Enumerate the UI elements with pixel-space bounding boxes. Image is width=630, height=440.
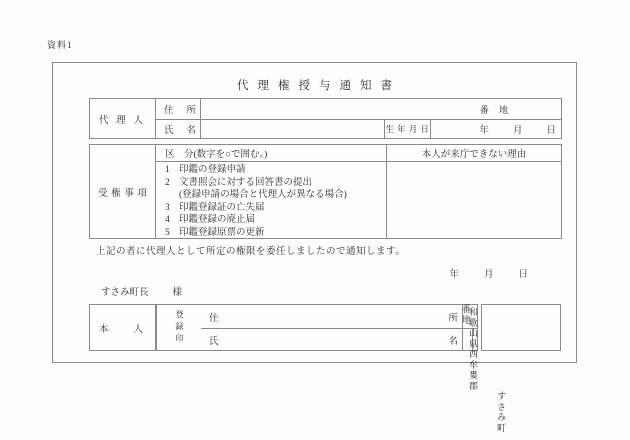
authority-item: [165, 177, 386, 190]
authority-item-text: 印鑑登録原票の更新: [179, 227, 265, 238]
principal-row-header-label: 本人: [99, 324, 143, 335]
agent-row-header-label: 代理人: [99, 115, 143, 126]
authority-item-number: 4: [165, 215, 170, 225]
authority-item-text: 文書照会に対する回答書の提出: [179, 177, 313, 188]
principal-address-line1: 和歌山県西牟婁郡: [469, 307, 479, 391]
principal-address-label: 住所: [209, 313, 458, 324]
agent-birthdate-label: 生 年 月 日: [385, 124, 430, 134]
agent-lot-number-label: 番 地: [479, 104, 512, 115]
registration-seal-label: 登録印: [175, 309, 184, 346]
notification-date-line: [449, 266, 528, 280]
agent-name-row: [201, 120, 561, 138]
authority-category-header: 区 分(数字を○で囲む。): [156, 145, 387, 162]
authority-item: [165, 214, 386, 227]
principal-address-line2: すさみ町: [497, 391, 507, 433]
authority-item-number: 5: [165, 227, 170, 238]
authority-item: [165, 164, 386, 177]
authority-row-header: [90, 145, 156, 239]
registration-seal-box: [481, 304, 561, 351]
agent-address-label-cell: [156, 99, 201, 120]
agent-address-label: 住所: [164, 106, 196, 116]
authority-item-list: [156, 162, 387, 239]
principal-name-label: 氏名: [209, 336, 458, 347]
principal-address-label-cell: [201, 305, 463, 329]
addressee-honorific: 様: [172, 288, 183, 298]
agent-birthdate-field: [431, 120, 561, 138]
authority-table: [89, 144, 562, 239]
reason-field: [387, 162, 561, 239]
date-year-label: 年: [449, 270, 459, 280]
addressee-title: すさみ町長: [101, 288, 149, 298]
agent-name-label: 氏名: [164, 126, 196, 136]
addressee-line: [101, 284, 182, 298]
agent-address-field: [201, 99, 561, 120]
authority-item-text: 印鑑の登録申請: [179, 165, 246, 175]
agent-row-header: [90, 99, 156, 138]
document-title: 代理権授与通知書: [237, 80, 401, 92]
principal-address-field: [461, 304, 507, 433]
authority-item-text: (登録申請の場合と代理人が異なる場合): [179, 190, 347, 200]
principal-row-header: [90, 305, 156, 350]
principal-table: [89, 304, 507, 433]
registration-seal-label-cell: [156, 305, 201, 350]
authority-item-number: 1: [165, 165, 170, 175]
authority-item: [165, 202, 386, 215]
date-month-label: 月: [483, 270, 494, 280]
agent-month-label: 月: [512, 126, 523, 136]
date-day-label: 日: [518, 270, 528, 280]
agent-table: [89, 98, 562, 139]
authority-item-text: 印鑑登録の廃止届: [179, 215, 256, 225]
agent-day-label: 日: [546, 126, 556, 136]
principal-name-label-cell: [201, 329, 463, 350]
agent-birthdate-label-cell: [385, 120, 431, 138]
authority-item-number: 2: [165, 177, 170, 188]
doc-ref-label: 資料1: [47, 40, 73, 50]
authority-item-number: [165, 189, 179, 202]
reason-header: 本人が来庁できない理由: [387, 145, 561, 162]
notice-text: 上記の者に代理人として所定の権限を委任しましたので通知します。: [96, 247, 406, 257]
agent-name-field: [201, 120, 385, 138]
authority-item-number: 3: [165, 202, 170, 213]
authority-item-note: [165, 189, 386, 202]
authority-row-header-label: 受権事項: [98, 189, 147, 199]
principal-lot-number-label: 番地: [461, 304, 472, 325]
agent-year-label: 年: [479, 126, 489, 136]
agent-name-label-cell: [156, 120, 201, 138]
authority-item: [165, 227, 386, 240]
form-border: [52, 62, 577, 433]
authority-item-text: 印鑑登録証の亡失届: [179, 202, 265, 213]
